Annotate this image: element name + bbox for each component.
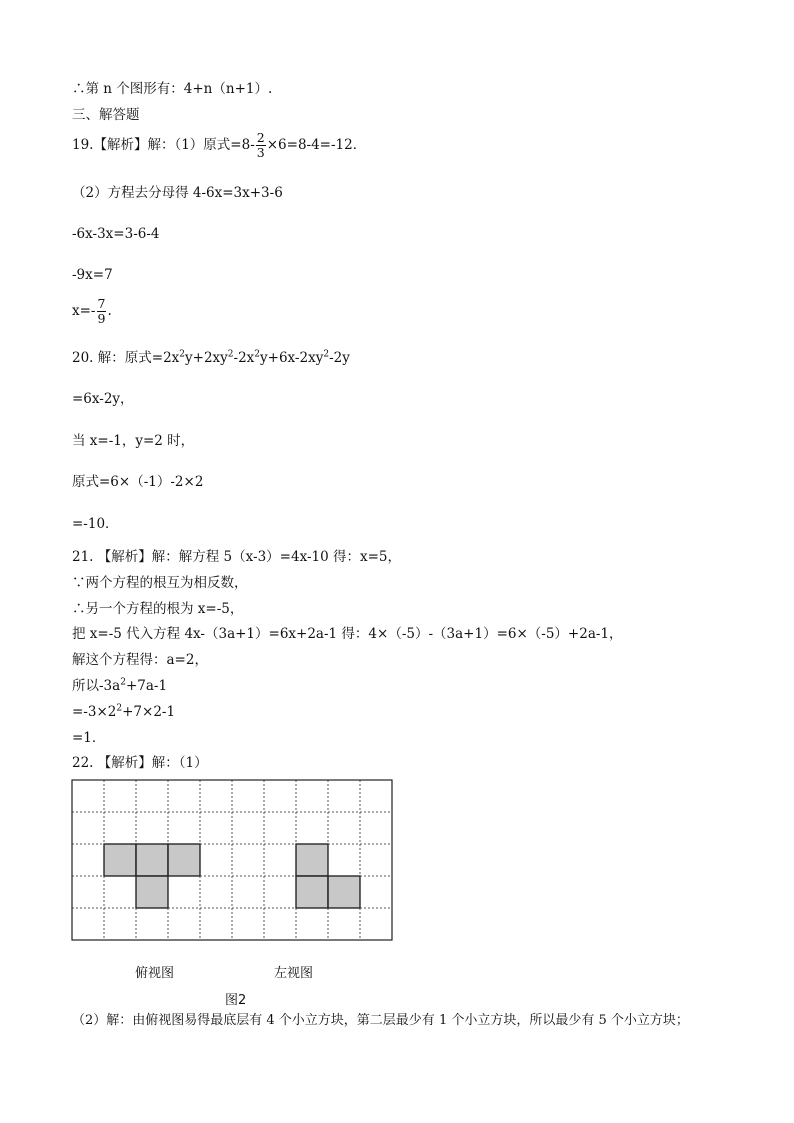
q21-line3: ∴另一个方程的根为 x=-5，	[72, 601, 244, 617]
shaded-cell	[296, 844, 328, 876]
expr-part: =-3×2	[72, 704, 117, 720]
figure-caption: 图2	[225, 993, 247, 1008]
q19-part1-suffix: ×6=8-4=-12．	[266, 137, 367, 153]
q20-substitution: 当 x=-1，y=2 时，	[72, 433, 195, 449]
exponent: 2	[116, 703, 123, 714]
result-suffix: .	[107, 303, 112, 319]
section-heading: 三、解答题	[72, 107, 140, 123]
fraction-denominator: 9	[97, 311, 106, 326]
q19-part1-prefix: 19.【解析】解：（1）原式=8-	[72, 137, 255, 153]
q19-part2-step3: -9x=7	[72, 267, 113, 283]
shaded-cell	[328, 876, 360, 908]
q21-line2: ∵两个方程的根互为相反数，	[72, 575, 248, 591]
shaded-cell	[136, 844, 168, 876]
expr-part: +7a-1	[125, 678, 168, 694]
expr-part: y+2xy	[185, 350, 228, 366]
exponent: 2	[254, 349, 261, 360]
q20-simplified: =6x-2y，	[72, 391, 134, 407]
expr-part: 所以-3a	[72, 678, 121, 694]
sequence-answer-line: ∴第 n 个图形有：4+n（n+1）.	[72, 81, 273, 97]
result-prefix: x=-	[72, 303, 96, 319]
q22-part2: （2）解：由俯视图易得最底层有 4 个小立方块，第二层最少有 1 个小立方块，所以最少有 5 个小立方块；	[72, 1013, 689, 1028]
fraction-denominator: 3	[256, 145, 265, 160]
exponent: 2	[179, 349, 186, 360]
exponent: 2	[120, 677, 126, 688]
expr-part: -2y	[329, 350, 350, 366]
shaded-cell	[104, 844, 136, 876]
q22-heading: 22. 【解析】解：（1）	[72, 755, 208, 771]
q21-line1: 21. 【解析】解：解方程 5（x-3）=4x-10 得：x=5，	[72, 549, 401, 565]
exponent: 2	[323, 349, 330, 360]
shaded-cell	[136, 876, 168, 908]
q21-line4: 把 x=-5 代入方程 4x-（3a+1）=6x+2a-1 得：4×（-5）-（3a+1）=6×（-5）+2a-1，	[72, 626, 623, 642]
left-view-label: 左视图	[274, 966, 314, 981]
shaded-cell	[168, 844, 200, 876]
q20-result: =-10．	[72, 516, 119, 532]
q21-result: =1．	[72, 730, 106, 746]
expr-part: y+6x-2xy	[260, 350, 324, 366]
q21-line5: 解这个方程得：a=2，	[72, 652, 208, 668]
q19-part2-step2: -6x-3x=3-6-4	[72, 226, 160, 242]
expr-part: 20. 解：原式=2x	[72, 350, 180, 366]
fraction-numerator: 2	[256, 130, 265, 145]
fraction-numerator: 7	[97, 296, 106, 311]
top-view-label: 俯视图	[135, 966, 175, 981]
q19-part2-step1: （2）方程去分母得 4-6x=3x+3-6	[72, 185, 283, 201]
exponent: 2	[227, 349, 234, 360]
q20-evaluation: 原式=6×（-1）-2×2	[72, 474, 204, 490]
expr-part: +7×2-1	[122, 704, 176, 720]
expr-part: -2x	[233, 350, 255, 366]
shaded-cell	[296, 876, 328, 908]
